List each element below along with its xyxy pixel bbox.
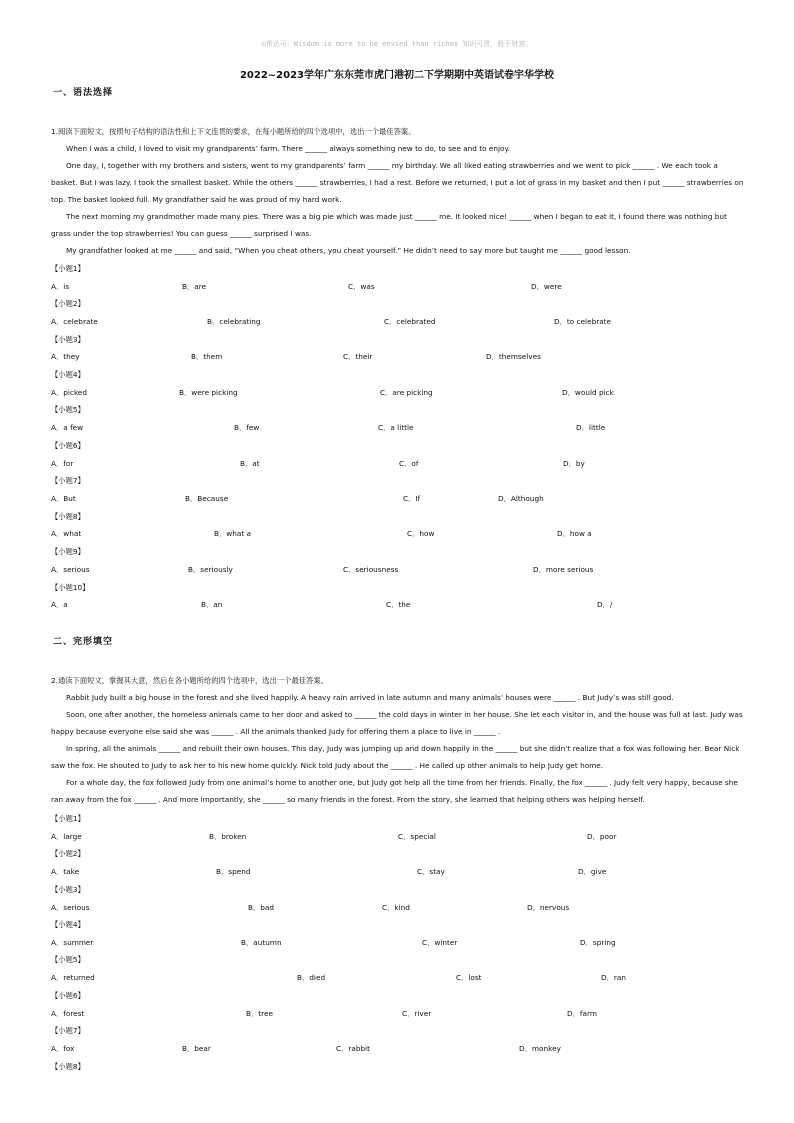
option-b[interactable]: B．broken <box>209 832 247 841</box>
option-c[interactable]: C．winter <box>422 938 458 947</box>
option-d[interactable]: D．were <box>531 282 562 291</box>
option-a[interactable]: A．large <box>51 832 82 841</box>
option-c[interactable]: C．lost <box>456 973 482 982</box>
question-label: 【小题10】 <box>51 583 90 592</box>
question-label: 【小题5】 <box>51 955 85 964</box>
question-label: 【小题7】 <box>51 476 85 485</box>
option-a[interactable]: A．serious <box>51 903 90 912</box>
option-b[interactable]: B．seriously <box>188 565 233 574</box>
question-label: 【小题7】 <box>51 1026 85 1035</box>
question-label: 【小题4】 <box>51 370 85 379</box>
option-d[interactable]: D．farm <box>567 1009 597 1018</box>
option-b[interactable]: B．at <box>240 459 260 468</box>
option-b[interactable]: B．celebrating <box>207 317 261 326</box>
option-a[interactable]: A．they <box>51 352 80 361</box>
option-c[interactable]: C．was <box>348 282 375 291</box>
question-label: 【小题1】 <box>51 814 85 823</box>
option-d[interactable]: D．more serious <box>533 565 594 574</box>
option-a[interactable]: A．what <box>51 529 82 538</box>
option-a[interactable]: A．serious <box>51 565 90 574</box>
option-b[interactable]: B．spend <box>216 867 251 876</box>
option-b[interactable]: B．are <box>182 282 207 291</box>
instruction: 1.阅读下面短文，按照句子结构的语法性和上下文连贯的要求，在每小题所给的四个选项中，选出一个最佳答案。 <box>51 127 416 136</box>
option-d[interactable]: D．would pick <box>562 388 614 397</box>
option-d[interactable]: D．how a <box>557 529 592 538</box>
option-d[interactable]: D．spring <box>580 938 616 947</box>
option-c[interactable]: C．river <box>402 1009 432 1018</box>
option-a[interactable]: A．summer <box>51 938 94 947</box>
option-d[interactable]: D．themselves <box>486 352 541 361</box>
option-d[interactable]: D．monkey <box>519 1044 561 1053</box>
option-d[interactable]: D．ran <box>601 973 627 982</box>
option-c[interactable]: C．If <box>403 494 421 503</box>
option-d[interactable]: D．little <box>576 423 606 432</box>
question-label: 【小题1】 <box>51 264 85 273</box>
passage-1 <box>51 123 745 259</box>
question-label: 【小题2】 <box>51 849 85 858</box>
paragraph: My grandfather looked at me ______ and said, “When you cheat others, you cheat yourself.” He didn’t need to say more but taught me ______ good lesson. <box>66 246 631 255</box>
question-label: 【小题3】 <box>51 335 85 344</box>
question-label: 【小题2】 <box>51 299 85 308</box>
option-a[interactable]: A．picked <box>51 388 88 397</box>
passage-2 <box>51 672 745 808</box>
question-label: 【小题6】 <box>51 441 85 450</box>
option-a[interactable]: A．take <box>51 867 80 876</box>
option-c[interactable]: C．how <box>407 529 435 538</box>
option-a[interactable]: A．a few <box>51 423 84 432</box>
question-label: 【小题6】 <box>51 991 85 1000</box>
option-d[interactable]: D．Although <box>498 494 544 503</box>
question-label: 【小题8】 <box>51 1062 85 1071</box>
option-b[interactable]: B．died <box>297 973 326 982</box>
option-c[interactable]: C．of <box>399 459 419 468</box>
option-a[interactable]: A．fox <box>51 1044 75 1053</box>
question-label: 【小题8】 <box>51 512 85 521</box>
option-d[interactable]: D．give <box>578 867 607 876</box>
option-c[interactable]: C．kind <box>382 903 410 912</box>
option-a[interactable]: A．forest <box>51 1009 85 1018</box>
section-heading-cloze: 二、完形填空 <box>53 637 114 647</box>
option-a[interactable]: A．is <box>51 282 70 291</box>
option-d[interactable]: D．/ <box>597 600 613 609</box>
option-a[interactable]: A．celebrate <box>51 317 98 326</box>
option-b[interactable]: B．autumn <box>241 938 282 947</box>
option-c[interactable]: C．are picking <box>380 388 433 397</box>
paragraph: For a whole day, the fox followed Judy from one animal’s home to another one, but Judy got help all the time from her friends. Finally, the fox ______ . Judy felt very happy, because she ran away from the fox ______ . And more importantly, she ______ so many friends in the forest. From the story, she learned that helping others was helping herself. <box>51 778 738 804</box>
question-label: 【小题5】 <box>51 405 85 414</box>
option-c[interactable]: C．stay <box>417 867 445 876</box>
option-c[interactable]: C．a little <box>378 423 414 432</box>
option-b[interactable]: B．bad <box>248 903 275 912</box>
section-heading-grammar: 一、语法选择 <box>53 88 114 98</box>
option-b[interactable]: B．were picking <box>179 388 238 397</box>
option-c[interactable]: C．special <box>398 832 436 841</box>
option-c[interactable]: C．celebrated <box>384 317 436 326</box>
paragraph: In spring, all the animals ______ and rebuilt their own houses. This day, Judy was jumping up and down happily in the ______ but she didn’t realize that a fox was following her. Bear Nick saw the fox. He shouted to Judy to ask her to his new home quickly. Nick told Judy about the ______ . He called up other animals to help Judy get home. <box>51 744 740 770</box>
question-label: 【小题4】 <box>51 920 85 929</box>
option-b[interactable]: B．tree <box>246 1009 273 1018</box>
option-a[interactable]: A．a <box>51 600 68 609</box>
page-title: 2022~2023学年广东东莞市虎门港初二下学期期中英语试卷宇华学校 <box>239 70 555 81</box>
paragraph: The next morning my grandmother made many pies. There was a big pie which was made just ______ me. It looked nice! ______ when I began to eat it, I found there was nothing but grass under the top strawberries! You can guess ______ surprised I was. <box>51 212 727 238</box>
option-c[interactable]: C．the <box>386 600 411 609</box>
option-b[interactable]: B．them <box>191 352 223 361</box>
instruction: 2.通读下面短文，掌握其大意，然后在各小题所给的四个选项中，选出一个最佳答案。 <box>51 676 328 685</box>
paragraph: When I was a child, I loved to visit my grandparents’ farm. There ______ always something new to do, to see and to enjoy. <box>66 144 511 153</box>
question-label: 【小题3】 <box>51 885 85 894</box>
paragraph: One day, I, together with my brothers and sisters, went to my grandparents’ farm ______ my birthday. We all liked eating strawberries and we went to pick ______ . We each took a basket. But I was lazy. I took the smallest basket. While the others ______ strawberries, I had a rest. Before we returned, I put a lot of grass in my basket and then I put ______ strawberries on top. The basket looked full. My grandfather said he was proud of my hard work. <box>51 161 744 204</box>
option-d[interactable]: D．by <box>563 459 585 468</box>
option-d[interactable]: D．nervous <box>527 903 570 912</box>
paragraph: Soon, one after another, the homeless animals came to her door and asked to ______ the cold days in winter in her house. She let each visitor in, and the house was full at last. Judy was happy because everyone else said she was ______ . All the animals thanked Judy for offering them a place to live in ______ . <box>51 710 743 736</box>
option-b[interactable]: B．bear <box>182 1044 211 1053</box>
watermark: ◎希达可：Wisdom is more to be envied than riches 知识可贵，胜于财富。 <box>261 40 533 48</box>
option-a[interactable]: A．But <box>51 494 76 503</box>
option-c[interactable]: C．rabbit <box>336 1044 371 1053</box>
option-d[interactable]: D．to celebrate <box>554 317 612 326</box>
option-a[interactable]: A．returned <box>51 973 95 982</box>
question-label: 【小题9】 <box>51 547 85 556</box>
paragraph: Rabbit Judy built a big house in the forest and she lived happily. A heavy rain arrived in late autumn and many animals’ houses were ______ . But Judy’s was still good. <box>66 693 674 702</box>
option-c[interactable]: C．their <box>343 352 373 361</box>
option-b[interactable]: B．an <box>201 600 223 609</box>
option-b[interactable]: B．what a <box>214 529 252 538</box>
option-b[interactable]: B．few <box>234 423 260 432</box>
option-b[interactable]: B．Because <box>185 494 229 503</box>
option-a[interactable]: A．for <box>51 459 74 468</box>
option-c[interactable]: C．seriousness <box>343 565 399 574</box>
option-d[interactable]: D．poor <box>587 832 617 841</box>
